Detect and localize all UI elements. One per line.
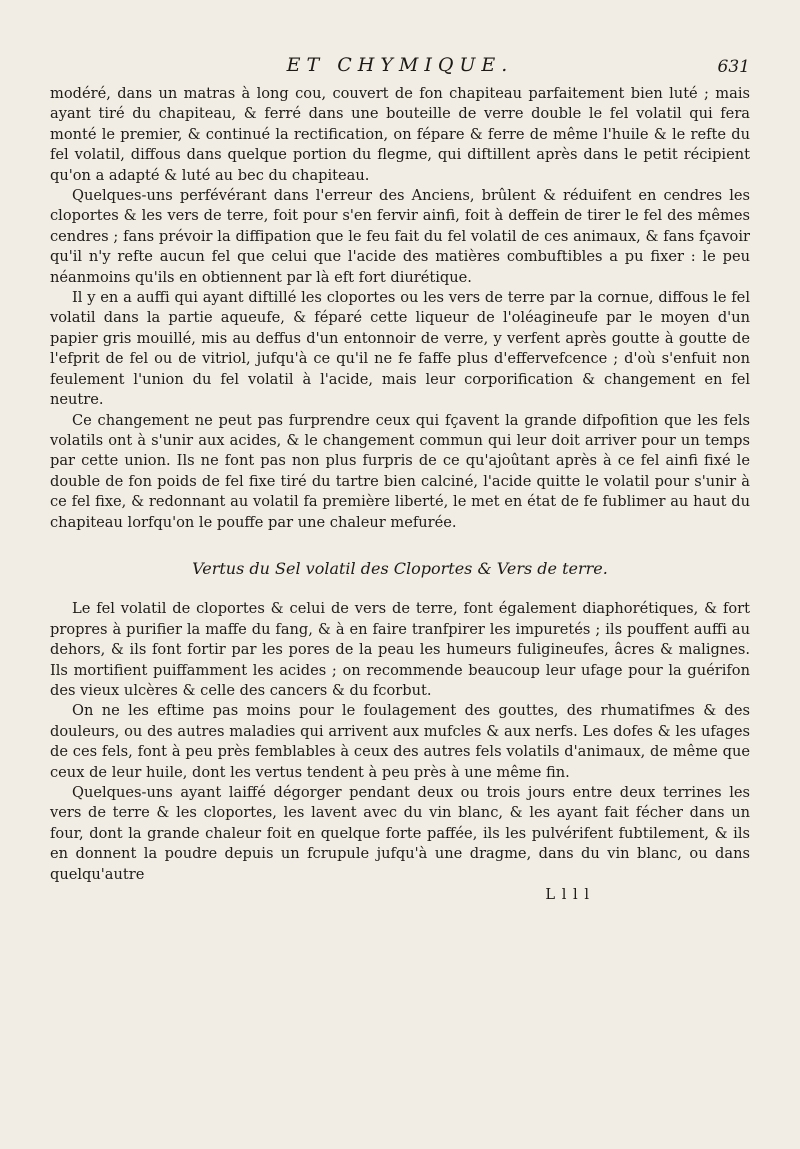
paragraph: modéré, dans un matras à long cou, couvert de fon chapiteau parfaitement bien luté ; mais ayant tiré du chapiteau, & ferré dans une bouteille de verre double le fel volatil qui fera monté le premier, & continué la rectification, on fépare & ferre de même l'huile & le refte du fel volatil, diffous dans quelque portion du flegme, qui diftillent après dans le petit récipient qu'on a adapté & luté au bec du chapiteau. (50, 85, 750, 184)
running-head (50, 48, 750, 82)
section-heading: Vertus du Sel volatil des Cloportes & Vers de terre. (192, 558, 608, 578)
paragraph: Quelques-uns ayant laiffé dégorger pendant deux ou trois jours entre deux terrines les vers de terre & les cloportes, les lavent avec du vin blanc, & les ayant fait fécher dans un four, dont la grande chaleur foit en quelque forte paffée, ils les pulvérifent fubtilement, & ils en donnent la poudre depuis un fcrupule jufqu'à une dragme, dans du vin blanc, ou dans quelqu'autre (50, 784, 750, 883)
running-head-title: ET CHYMIQUE. (286, 54, 514, 76)
paragraph: Quelques-uns perfévérant dans l'erreur des Anciens, brûlent & réduifent en cendres les cloportes & les vers de terre, foit pour s'en fervir ainfi, foit à deffein de tirer le fel des mêmes cendres ; fans prévoir la diffipation que le feu fait du fel volatil de ces animaux, & fans fçavoir qu'il n'y refte aucun fel que celui que l'acide des matières combuftibles a pu fixer : le peu néanmoins qu'ils en obtiennent par là eft fort diurétique. (50, 187, 750, 286)
paragraph: Le fel volatil de cloportes & celui de vers de terre, font également diaphorétiques, & fort propres à purifier la maffe du fang, & à en faire tranfpirer les impuretés ; ils pouffent auffi au dehors, & ils font fortir par les pores de la peau les humeurs fuligineufes, âcres & malignes. Ils mortifient puiffamment les acides ; on recommende beaucoup leur ufage pour la guérifon des vieux ulcères & celle des cancers & du fcorbut. (50, 600, 750, 699)
page-number: 631 (717, 57, 750, 77)
paragraph: On ne les eftime pas moins pour le foulagement des gouttes, des rhumatifmes & des douleurs, ou des autres maladies qui arrivent aux mufcles & aux nerfs. Les dofes & les ufages de ces fels, font à peu près femblables à ceux des autres fels volatils d'animaux, de même que ceux de leur huile, dont les vertus tendent à peu près à une même fin. (50, 702, 750, 781)
paragraph: Il y en a auffi qui ayant diftillé les cloportes ou les vers de terre par la cornue, diffous le fel volatil dans la partie aqueufe, & féparé cette liqueur de l'oléagineufe par le moyen d'un papier gris mouillé, mis au deffus d'un entonnoir de verre, y verfent après goutte à goutte de l'efprit de fel ou de vitriol, jufqu'à ce qu'il ne fe faffe plus d'effervefcence ; d'où s'enfuit non feulement l'union du fel volatil à l'acide, mais leur corporification & changement en fel neutre. (50, 289, 750, 409)
signature-mark: L l l l (545, 886, 590, 904)
paragraph: Ce changement ne peut pas furprendre ceux qui fçavent la grande difpofition que les fels volatils ont à s'unir aux acides, & le changement commun qui leur doit arriver pour un temps par cette union. Ils ne font pas non plus furpris de ce qu'ajoûtant après à ce fel ainfi fixé le double de fon poids de fel fixe tiré du tartre bien calciné, l'acide quitte le volatil pour s'unir à ce fel fixe, & redonnant au volatil fa première liberté, le met en état de fe fublimer au haut du chapiteau lorfqu'on le pouffe par une chaleur mefurée. (50, 411, 750, 531)
body-text (50, 84, 750, 885)
